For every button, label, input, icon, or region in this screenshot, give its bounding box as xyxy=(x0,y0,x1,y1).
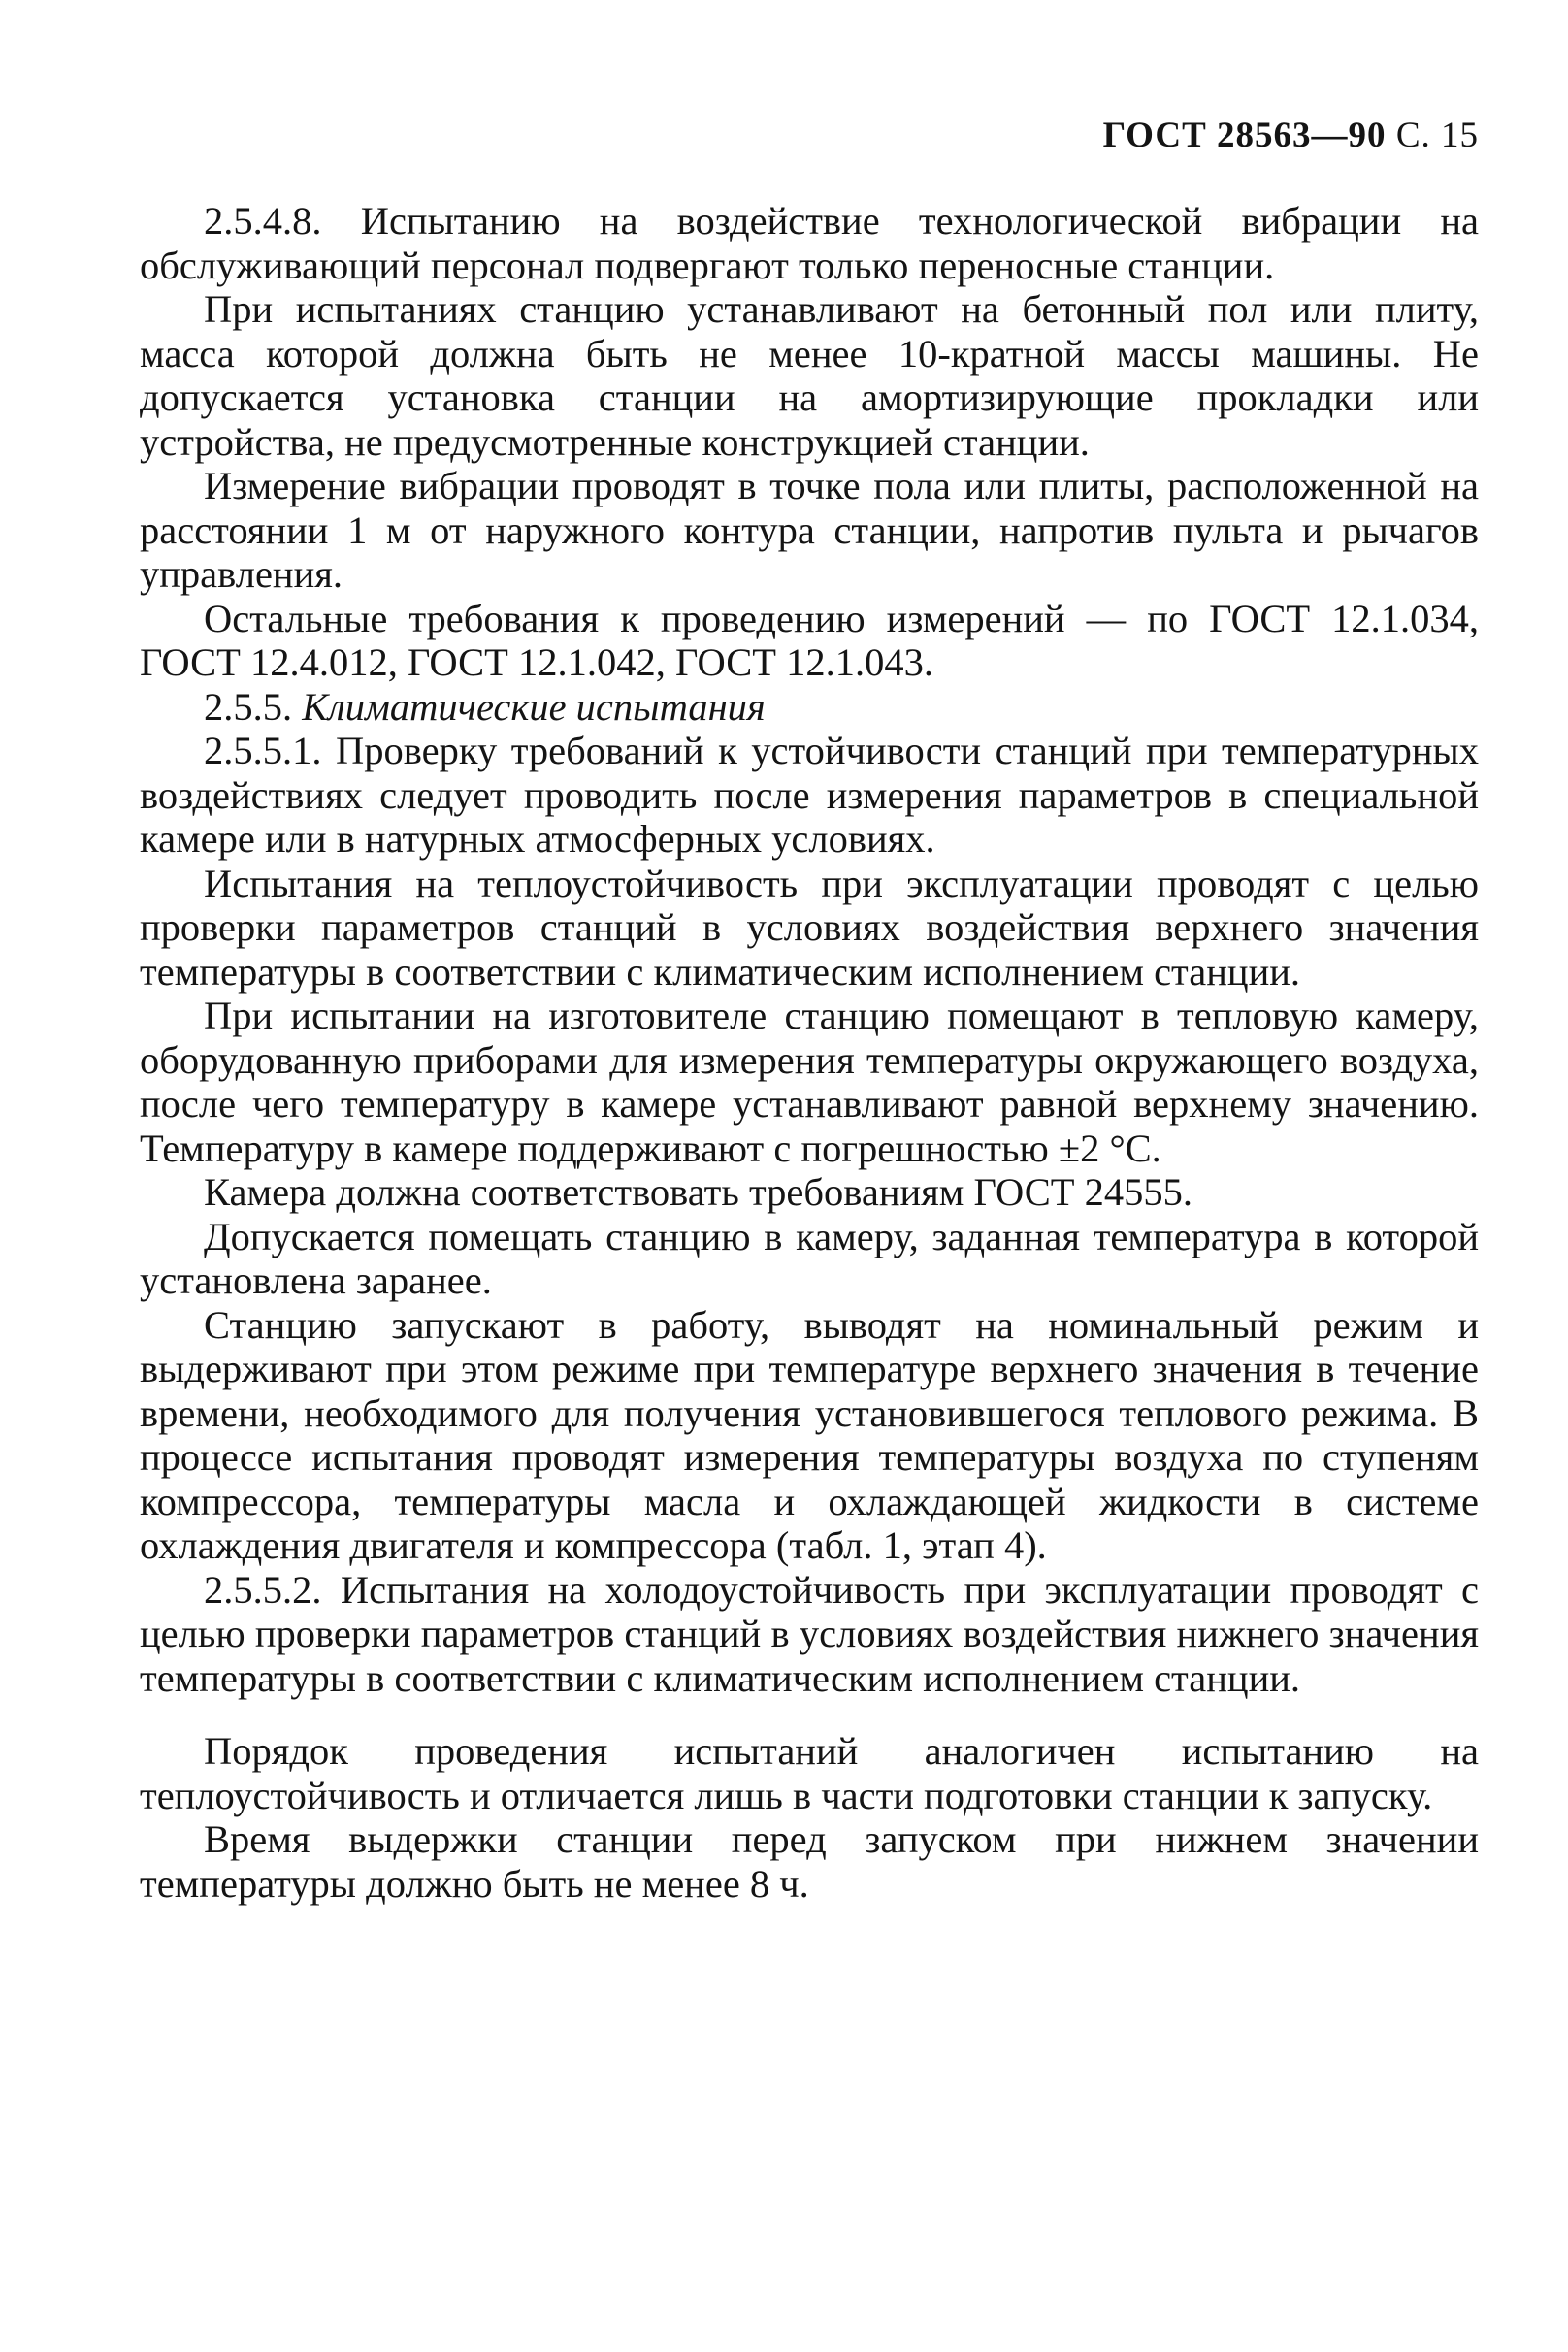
standard-number: ГОСТ 28563—90 xyxy=(1102,115,1387,155)
paragraph: Испытания на теплоустойчивость при эксплуатации проводят с целью проверки параметров станций в условиях воздействия верхнего значения температуры в соответствии с климатическим исполнением станции. xyxy=(140,861,1479,994)
page-number: С. 15 xyxy=(1395,115,1479,155)
paragraph: 2.5.4.8. Испытанию на воздействие технологической вибрации на обслуживающий персонал подвергают только переносные станции. xyxy=(140,199,1479,287)
section-number: 2.5.5. xyxy=(204,684,293,729)
paragraph: Измерение вибрации проводят в точке пола или плиты, расположенной на расстоянии 1 м от наружного контура станции, напротив пульта и рычагов управления. xyxy=(140,464,1479,596)
paragraph: 2.5.5.1. Проверку требований к устойчивости станций при температурных воздействиях следует проводить после измерения параметров в специальной камере или в натурных атмосферных условиях. xyxy=(140,729,1479,861)
paragraph: Остальные требования к проведению измерений — по ГОСТ 12.1.034, ГОСТ 12.4.012, ГОСТ 12.1.042, ГОСТ 12.1.043. xyxy=(140,596,1479,684)
paragraph: Порядок проведения испытаний аналогичен испытанию на теплоустойчивость и отличается лишь в части подготовки станции к запуску. xyxy=(140,1729,1479,1817)
section-title: Климатические испытания xyxy=(302,684,766,729)
paragraph: Допускается помещать станцию в камеру, заданная температура в которой установлена заранее. xyxy=(140,1214,1479,1302)
page-header xyxy=(1103,114,1479,156)
paragraph: 2.5.5.2. Испытания на холодоустойчивость при эксплуатации проводят с целью проверки параметров станций в условиях воздействия нижнего значения температуры в соответствии с климатическим исполнением станции. xyxy=(140,1567,1479,1700)
paragraph: При испытании на изготовителе станцию помещают в тепловую камеру, оборудованную приборами для измерения температуры окружающего воздуха, после чего температуру в камере устанавливают равной верхнему значению. Температуру в камере поддерживают с погрешностью ±2 °С. xyxy=(140,994,1479,1170)
document-body xyxy=(140,199,1479,1906)
section-heading xyxy=(140,685,1479,730)
paragraph: Камера должна соответствовать требованиям ГОСТ 24555. xyxy=(204,1170,1192,1214)
paragraph: При испытаниях станцию устанавливают на бетонный пол или плиту, масса которой должна быть не менее 10-кратной массы машины. Не допускается установка станции на амортизирующие прокладки или устройства, не предусмотренные конструкцией станции. xyxy=(140,287,1479,464)
paragraph: Время выдержки станции перед запуском при нижнем значении температуры должно быть не менее 8 ч. xyxy=(140,1817,1479,1906)
paragraph: Станцию запускают в работу, выводят на номинальный режим и выдерживают при этом режиме при температуре верхнего значения в течение времени, необходимого для получения установившегося теплового режима. В процессе испытания проводят измерения температуры воздуха по ступеням компрессора, температуры масла и охлаждающей жидкости в системе охлаждения двигателя и компрессора (табл. 1, этап 4). xyxy=(140,1302,1479,1567)
